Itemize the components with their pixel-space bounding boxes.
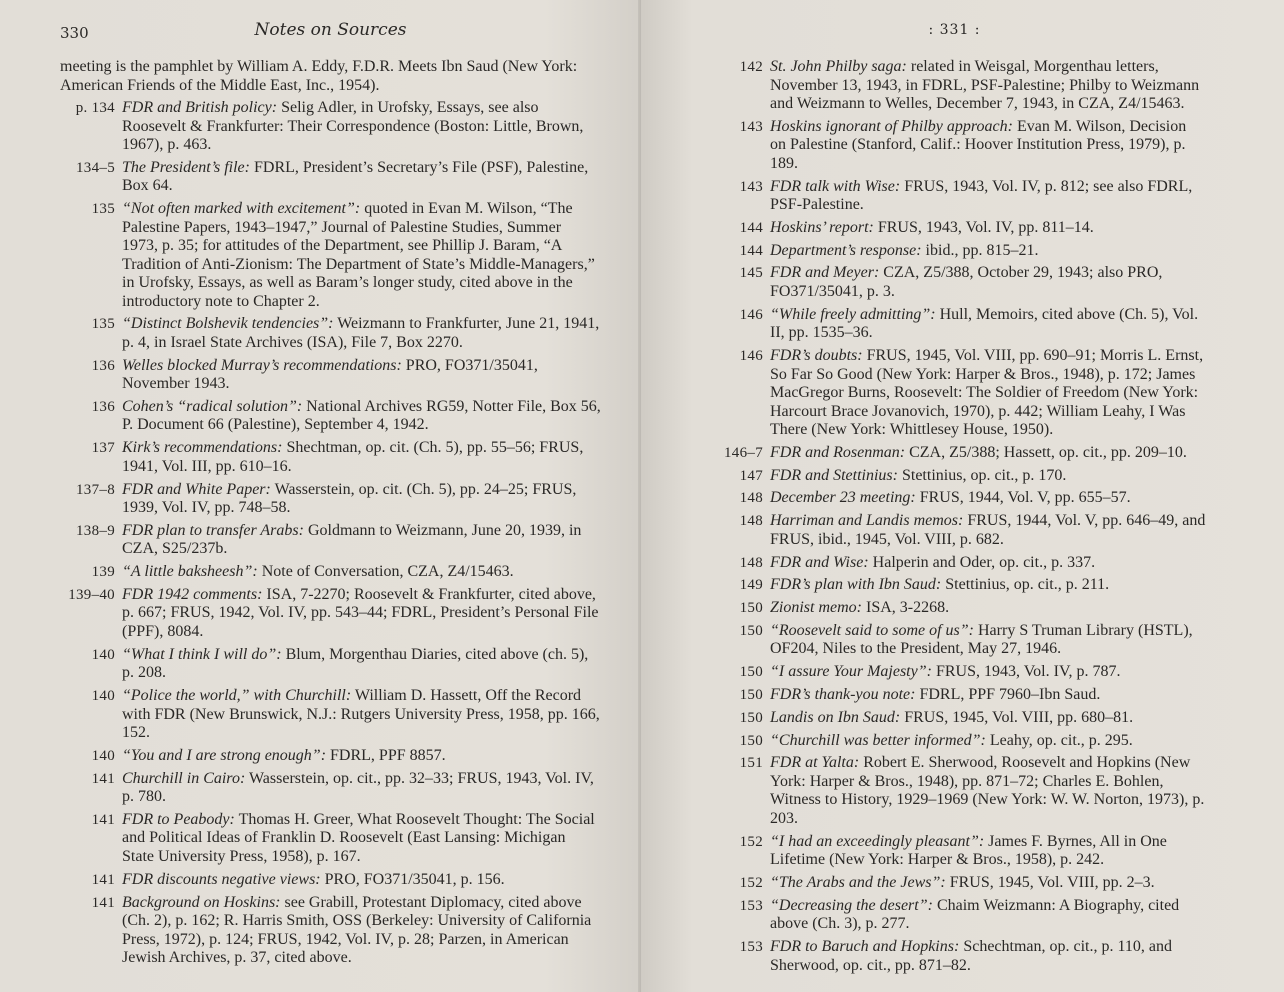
note-lead: FDR and White Paper: <box>122 480 271 498</box>
note-page-ref: 150 <box>739 709 763 726</box>
note-citation: Wasserstein, op. cit. (Ch. 5), pp. 24–25; FRUS, 1939, Vol. IV, pp. 748–58. <box>122 480 577 517</box>
note-lead: The President’s file: <box>122 158 250 176</box>
note-entry <box>703 264 1206 301</box>
note-citation: Weizmann to Frankfurter, June 21, 1941, p. 4, in Israel State Archives (ISA), File 7, Box 2270. <box>122 315 600 351</box>
note-lead: Welles blocked Murray’s recommendations: <box>122 356 402 374</box>
note-page-ref: 152 <box>739 875 763 892</box>
note-entry <box>60 871 601 890</box>
note-page-ref: 140 <box>91 747 115 764</box>
note-citation: ISA, 3-2268. <box>862 599 950 617</box>
note-citation: Shechtman, op. cit. (Ch. 5), pp. 55–56; FRUS, 1941, Vol. III, pp. 610–16. <box>122 439 584 475</box>
note-citation: Evan M. Wilson, Decision on Palestine (Stanford, Calif.: Hoover Institution Press, 1979), p. 189. <box>770 117 1187 172</box>
note-citation: Note of Conversation, CZA, Z4/15463. <box>257 563 514 581</box>
note-page-ref: 143 <box>739 118 763 135</box>
note-entry <box>703 897 1206 934</box>
note-entry <box>60 481 601 518</box>
continuation-paragraph: meeting is the pamphlet by William A. Eddy, F.D.R. Meets Ibn Saud (New York: American Friends of the Middle East, Inc., 1954). <box>60 58 578 94</box>
note-lead: FDR and Wise: <box>770 553 869 571</box>
note-page-ref: 147 <box>739 467 763 484</box>
note-text <box>770 118 1206 174</box>
note-text <box>122 439 601 476</box>
note-entry <box>703 512 1206 549</box>
note-lead: FDR at Yalta: <box>770 754 860 772</box>
note-entry <box>60 200 601 311</box>
note-citation: CZA, Z5/388, October 29, 1943; also PRO, FO371/35041, p. 3. <box>770 264 1163 300</box>
note-text <box>122 481 601 518</box>
note-entry <box>703 242 1206 261</box>
note-text <box>770 599 1206 618</box>
note-page-ref: 142 <box>739 59 763 75</box>
note-citation: Goldmann to Weizmann, June 20, 1939, in CZA, S25/237b. <box>122 521 582 558</box>
note-citation: FRUS, 1945, Vol. VIII, pp. 2–3. <box>945 874 1155 892</box>
note-citation: FRUS, 1945, Vol. VIII, pp. 680–81. <box>900 708 1134 726</box>
note-page-ref: 136 <box>91 398 115 415</box>
note-citation: Harry S Truman Library (HSTL), OF204, Niles to the President, May 27, 1946. <box>770 621 1193 658</box>
note-citation: FRUS, 1945, Vol. VIII, pp. 690–91; Morris L. Ernst, So Far So Good (New York: Harper & Bros., 1948), p. 172; James MacGregor Burns, Roosevelt: The Soldier of Freedom (New York: Harcourt Brace Jovanovich, 1970), p. 442; William Leahy, I Was There (New York: Whittlesey House, 1950). <box>770 347 1204 439</box>
note-lead: Background on Hoskins: <box>122 893 281 911</box>
note-text <box>770 264 1206 301</box>
note-text <box>122 522 601 559</box>
note-citation: CZA, Z5/388; Hassett, op. cit., pp. 209–10. <box>905 443 1187 461</box>
note-citation: Chaim Weizmann: A Biography, cited above (Ch. 3), p. 277. <box>770 896 1180 933</box>
note-entry <box>60 439 601 476</box>
note-page-ref: 140 <box>91 688 115 705</box>
note-text <box>770 512 1206 549</box>
note-text <box>122 747 601 766</box>
note-page-ref: 153 <box>739 939 763 956</box>
note-citation: Schechtman, op. cit., p. 110, and Sherwood, op. cit., pp. 871–82. <box>770 938 1173 974</box>
note-citation: William D. Hassett, Off the Record with FDR (New Brunswick, N.J.: Rutgers University Press, 1958, pp. 166, 152. <box>122 687 600 742</box>
note-citation: Wasserstein, op. cit., pp. 32–33; FRUS, 1943, Vol. IV, p. 780. <box>122 769 594 806</box>
note-lead: “A little baksheesh”: <box>122 563 258 581</box>
note-citation: ISA, 7-2270; Roosevelt & Frankfurter, cited above, p. 667; FRUS, 1942, Vol. IV, pp. 543–44; FDRL, President’s Personal File (PPF), 8084. <box>122 585 599 640</box>
note-lead: “I assure Your Majesty”: <box>770 663 932 681</box>
note-lead: Hoskins ignorant of Philby approach: <box>770 117 1013 135</box>
note-page-ref: 134–5 <box>76 159 115 176</box>
note-page-ref: 135 <box>91 316 115 333</box>
note-entry <box>703 467 1206 486</box>
note-citation: Robert E. Sherwood, Roosevelt and Hopkins (New York: Harper & Bros., 1948), pp. 871–72; Charles E. Bohlen, Witness to History, 1929–1969 (New York: W. W. Norton, 1973), p. 203. <box>770 754 1205 827</box>
note-citation: PRO, FO371/35041, November 1943. <box>122 356 538 393</box>
note-lead: FDR’s plan with Ibn Saud: <box>770 576 942 594</box>
note-lead: FDR talk with Wise: <box>770 177 901 195</box>
note-entry <box>703 709 1206 728</box>
note-citation: National Archives RG59, Notter File, Box 56, P. Document 66 (Palestine), September 4, 1942. <box>122 397 601 434</box>
note-citation: Leahy, op. cit., p. 295. <box>985 731 1133 749</box>
running-head-right <box>703 18 1206 48</box>
note-text <box>770 219 1206 238</box>
note-page-ref: 145 <box>739 265 763 282</box>
note-lead: Hoskins’ report: <box>770 218 874 236</box>
note-page-ref: 144 <box>739 219 763 236</box>
note-citation: FRUS, 1944, Vol. V, pp. 655–57. <box>915 489 1131 507</box>
note-text <box>770 178 1206 215</box>
note-text <box>122 770 601 807</box>
note-citation: FRUS, 1943, Vol. IV, p. 787. <box>931 663 1121 681</box>
note-entry <box>60 99 601 155</box>
note-page-ref: 150 <box>739 600 763 617</box>
note-entry <box>703 576 1206 595</box>
note-text <box>122 200 601 311</box>
note-citation: Thomas H. Greer, What Roosevelt Thought: The Social and Political Ideas of Franklin D. Roosevelt (East Lansing: Michigan State University Press, 1958), p. 167. <box>122 810 595 865</box>
note-entry <box>60 770 601 807</box>
note-lead: FDR to Baruch and Hopkins: <box>770 938 960 956</box>
running-head-left <box>60 18 601 48</box>
note-entry <box>703 306 1206 343</box>
note-lead: FDR’s doubts: <box>770 347 863 365</box>
note-text <box>122 315 601 352</box>
note-text <box>770 576 1206 595</box>
note-lead: “You and I are strong enough”: <box>122 746 327 764</box>
note-page-ref: 140 <box>91 646 115 663</box>
note-citation: Stettinius, op. cit., p. 170. <box>897 466 1067 484</box>
note-text <box>770 686 1206 705</box>
note-lead: FDR 1942 comments: <box>122 585 263 603</box>
note-entry <box>703 938 1206 975</box>
note-entry <box>703 686 1206 705</box>
note-lead: “Distinct Bolshevik tendencies”: <box>122 315 334 333</box>
note-page-ref: 151 <box>739 755 763 772</box>
left-page <box>0 0 641 992</box>
note-text <box>770 754 1206 828</box>
note-page-ref: 137 <box>91 440 115 457</box>
note-page-ref: 146 <box>739 348 763 365</box>
note-page-ref: 137–8 <box>76 481 115 498</box>
note-entry <box>703 663 1206 682</box>
notes-left <box>60 58 601 968</box>
note-page-ref: 148 <box>739 513 763 530</box>
note-text <box>122 398 601 435</box>
note-lead: “I had an exceedingly pleasant”: <box>770 832 985 850</box>
note-lead: Zionist memo: <box>770 599 862 617</box>
note-lead: “Decreasing the desert”: <box>770 896 933 914</box>
note-page-ref: 141 <box>91 871 115 888</box>
note-lead: FDR plan to transfer Arabs: <box>122 521 304 539</box>
note-text <box>770 663 1206 682</box>
note-lead: FDR and Stettinius: <box>770 466 898 484</box>
note-citation: FDRL, President’s Secretary’s File (PSF), Palestine, Box 64. <box>122 158 589 195</box>
note-entry <box>703 58 1206 114</box>
note-page-ref: p. 134 <box>75 100 115 116</box>
note-page-ref: 146 <box>739 306 763 323</box>
note-text <box>770 874 1206 893</box>
note-entry <box>703 833 1206 870</box>
note-entry <box>703 754 1206 828</box>
note-entry <box>703 599 1206 618</box>
note-entry <box>703 178 1206 215</box>
note-entry <box>60 586 601 642</box>
note-entry <box>703 347 1206 440</box>
note-text <box>122 687 601 743</box>
note-page-ref: 139 <box>91 564 115 581</box>
note-page-ref: 150 <box>739 664 763 681</box>
page-number-left: 330 <box>60 24 89 42</box>
note-entry <box>60 894 601 968</box>
notes-right <box>703 58 1206 975</box>
note-list-left <box>60 99 601 968</box>
note-lead: FDR to Peabody: <box>122 810 235 828</box>
note-citation: FDRL, PPF 8857. <box>326 746 446 764</box>
note-lead: “Churchill was better informed”: <box>770 731 986 749</box>
note-citation: FDRL, PPF 7960–Ibn Saud. <box>915 686 1101 704</box>
note-citation: Stettinius, op. cit., p. 211. <box>941 576 1110 594</box>
note-entry <box>60 747 601 766</box>
note-page-ref: 144 <box>739 242 763 259</box>
note-citation: PRO, FO371/35041, p. 156. <box>320 870 505 888</box>
note-text <box>770 306 1206 343</box>
note-citation: ibid., pp. 815–21. <box>921 241 1039 259</box>
note-entry <box>60 315 601 352</box>
note-lead: Churchill in Cairo: <box>122 769 246 787</box>
note-entry <box>60 159 601 196</box>
note-text <box>122 646 601 683</box>
note-entry <box>60 646 601 683</box>
note-page-ref: 143 <box>739 178 763 195</box>
note-lead: FDR discounts negative views: <box>122 870 321 888</box>
note-entry <box>703 118 1206 174</box>
note-text <box>770 444 1206 463</box>
note-lead: FDR and Rosenman: <box>770 443 906 461</box>
note-lead: Department’s response: <box>770 241 922 259</box>
note-page-ref: 139–40 <box>68 586 115 603</box>
note-citation: see Grabill, Protestant Diplomacy, cited above (Ch. 2), p. 162; R. Harris Smith, OSS (Berkeley: University of California Press, 1972), p. 124; FRUS, 1942, Vol. IV, p. 28; Parzen, in American Jewish Archives, p. 37, cited above. <box>122 893 592 967</box>
running-head-title: Notes on Sources <box>254 20 407 40</box>
note-entry <box>703 874 1206 893</box>
note-entry <box>60 522 601 559</box>
note-page-ref: 148 <box>739 490 763 507</box>
note-lead: Harriman and Landis memos: <box>770 512 964 530</box>
note-entry <box>703 219 1206 238</box>
note-text <box>122 99 601 155</box>
note-citation: quoted in Evan M. Wilson, “The Palestine Papers, 1943–1947,” Journal of Palestine Studies, Summer 1973, p. 35; for attitudes of the Department, see Phillip J. Baram, “A Tradition of Anti-Zionism: The Department of State’s Middle-Managers,” in Urofsky, Essays, as well as Baram’s longer study, cited above in the introductory note to Chapter 2. <box>122 200 595 310</box>
note-page-ref: 146–7 <box>724 444 763 461</box>
note-page-ref: 136 <box>91 357 115 374</box>
note-entry <box>60 563 601 582</box>
note-page-ref: 138–9 <box>76 522 115 539</box>
note-text <box>770 833 1206 870</box>
note-citation: Blum, Morgenthau Diaries, cited above (ch. 5), p. 208. <box>122 645 589 682</box>
note-text <box>770 489 1206 508</box>
note-entry <box>60 687 601 743</box>
note-entry <box>703 554 1206 573</box>
note-citation: James F. Byrnes, All in One Lifetime (New York: Harper & Bros., 1958), p. 242. <box>770 832 1167 869</box>
note-page-ref: 141 <box>91 894 115 911</box>
note-page-ref: 141 <box>91 811 115 828</box>
note-lead: “Not often marked with excitement”: <box>122 200 361 218</box>
right-page <box>641 0 1284 992</box>
note-list-right <box>703 58 1206 975</box>
note-text <box>770 709 1206 728</box>
note-citation: Hull, Memoirs, cited above (Ch. 5), Vol. II, pp. 1535–36. <box>770 305 1199 342</box>
note-text <box>122 563 601 582</box>
note-entry <box>703 732 1206 751</box>
note-page-ref: 152 <box>739 833 763 850</box>
note-text <box>122 357 601 394</box>
note-lead: St. John Philby saga: <box>770 58 907 75</box>
note-lead: “The Arabs and the Jews”: <box>770 874 946 892</box>
note-text <box>770 938 1206 975</box>
note-lead: FDR’s thank-you note: <box>770 686 916 704</box>
note-citation: related in Weisgal, Morgenthau letters, November 13, 1943, in FDRL, PSF-Palestine; Philby to Weizmann and Weizmann to Welles, December 7, 1943, in CZA, Z4/15463. <box>770 58 1200 112</box>
note-citation: FRUS, 1943, Vol. IV, p. 812; see also FDRL, PSF-Palestine. <box>770 177 1193 214</box>
note-page-ref: 150 <box>739 687 763 704</box>
note-lead: Kirk’s recommendations: <box>122 439 283 457</box>
note-lead: Landis on Ibn Saud: <box>770 708 901 726</box>
note-text <box>770 467 1206 486</box>
note-lead: “Roosevelt said to some of us”: <box>770 621 974 639</box>
note-page-ref: 150 <box>739 732 763 749</box>
note-page-ref: 150 <box>739 622 763 639</box>
note-entry <box>703 489 1206 508</box>
note-text <box>122 871 601 890</box>
note-text <box>770 554 1206 573</box>
note-lead: “While freely admitting”: <box>770 305 936 323</box>
note-lead: “What I think I will do”: <box>122 645 282 663</box>
note-citation: Halperin and Oder, op. cit., p. 337. <box>868 553 1096 571</box>
note-citation: FRUS, 1943, Vol. IV, pp. 811–14. <box>873 218 1094 236</box>
note-text <box>122 586 601 642</box>
note-entry <box>703 444 1206 463</box>
note-entry <box>703 622 1206 659</box>
note-text <box>770 622 1206 659</box>
note-lead: Cohen’s “radical solution”: <box>122 397 303 415</box>
note-citation: FRUS, 1944, Vol. V, pp. 646–49, and FRUS, ibid., 1945, Vol. VIII, p. 682. <box>770 512 1206 548</box>
note-page-ref: 135 <box>91 201 115 218</box>
note-text <box>122 894 601 968</box>
note-text <box>770 897 1206 934</box>
note-text <box>770 242 1206 261</box>
note-text <box>122 811 601 867</box>
note-citation: Selig Adler, in Urofsky, Essays, see also Roosevelt & Frankfurter: Their Correspondence (Boston: Little, Brown, 1967), p. 463. <box>122 99 584 153</box>
note-page-ref: 149 <box>739 577 763 594</box>
note-entry <box>60 357 601 394</box>
note-lead: December 23 meeting: <box>770 489 916 507</box>
note-entry <box>60 811 601 867</box>
note-page-ref: 141 <box>91 770 115 787</box>
note-page-ref: 148 <box>739 554 763 571</box>
note-page-ref: 153 <box>739 897 763 914</box>
note-text <box>770 347 1206 440</box>
note-entry <box>60 398 601 435</box>
note-lead: “Police the world,” with Churchill: <box>122 687 352 705</box>
note-lead: FDR and Meyer: <box>770 264 880 282</box>
note-text <box>122 159 601 196</box>
page-number-right: : 331 : <box>928 22 981 38</box>
note-text <box>770 732 1206 751</box>
note-text <box>770 58 1206 114</box>
note-lead: FDR and British policy: <box>122 99 278 116</box>
